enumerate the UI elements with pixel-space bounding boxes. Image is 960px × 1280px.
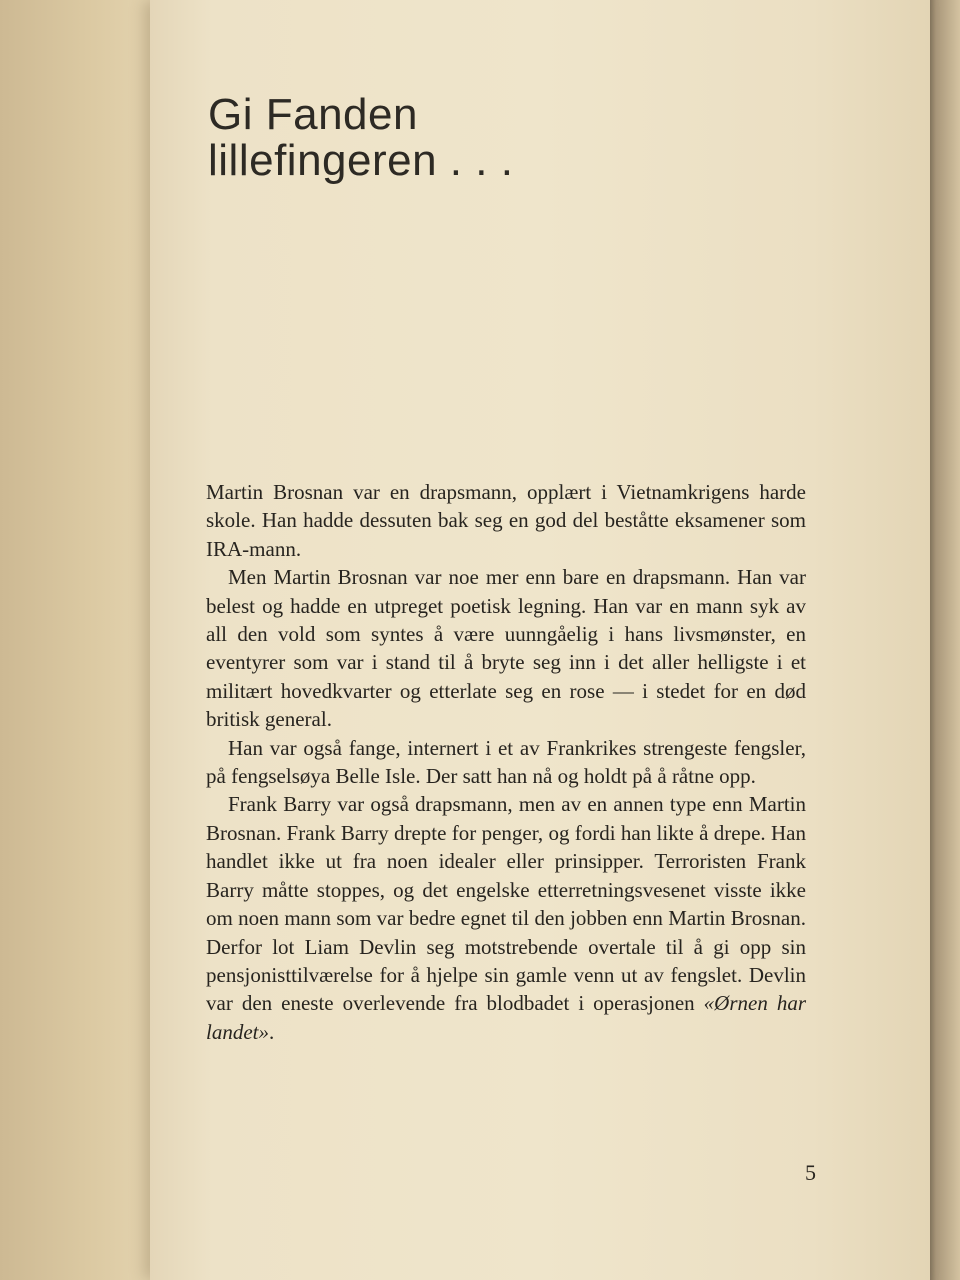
paragraph-4-end: . — [269, 1019, 275, 1044]
chapter-title — [208, 92, 513, 184]
page-number: 5 — [805, 1160, 816, 1185]
paragraph-2: Men Martin Brosnan var noe mer enn bare en drapsmann. Han var belest og hadde en utpreget poetisk legning. Han var en mann syk av all den vold som syntes å være uunngåelig i hans livsmønster, en eventyrer som var i stand til å bryte seg inn i det aller helligste i et militært hovedkvarter og etterlate seg en rose — i stedet for en død britisk general. — [206, 565, 806, 732]
paragraph-4 — [206, 790, 806, 1046]
chapter-title-line-1: Gi Fanden — [208, 90, 418, 139]
paragraph-3: Han var også fange, internert i et av Frankrikes strengeste fengsler, på fengselsøya Belle Isle. Der satt han nå og holdt på å råtne opp. — [206, 735, 806, 789]
chapter-title-line-2: lillefingeren . . . — [208, 136, 514, 185]
background-left-page — [0, 0, 170, 1280]
body-text — [206, 478, 806, 1046]
paragraph-1: Martin Brosnan var en drapsmann, opplært i Vietnamkrigens harde skole. Han hadde dessuten bak seg en god del beståtte eksamener som IRA-mann. — [206, 480, 806, 561]
paragraph-4-text: Frank Barry var også drapsmann, men av en annen type enn Martin Brosnan. Frank Barry drepte for penger, og fordi han likte å drepe. Han handlet ikke ut fra noen idealer eller prinsipper. Terroristen Frank Barry måtte stoppes, og det engelske etterretningsvesenet visste ikke om noen mann som var bedre egnet til den jobben enn Martin Brosnan. Derfor lot Liam Devlin seg motstrebende overtale til å gi opp sin pensjonisttilværelse for å hjelpe sin gamle venn ut av fengslet. Devlin var den eneste overlevende fra blodbadet i operasjonen — [206, 792, 806, 1016]
book-page — [150, 0, 930, 1280]
book-title-reference: «Ørnen har landet» — [206, 991, 806, 1044]
